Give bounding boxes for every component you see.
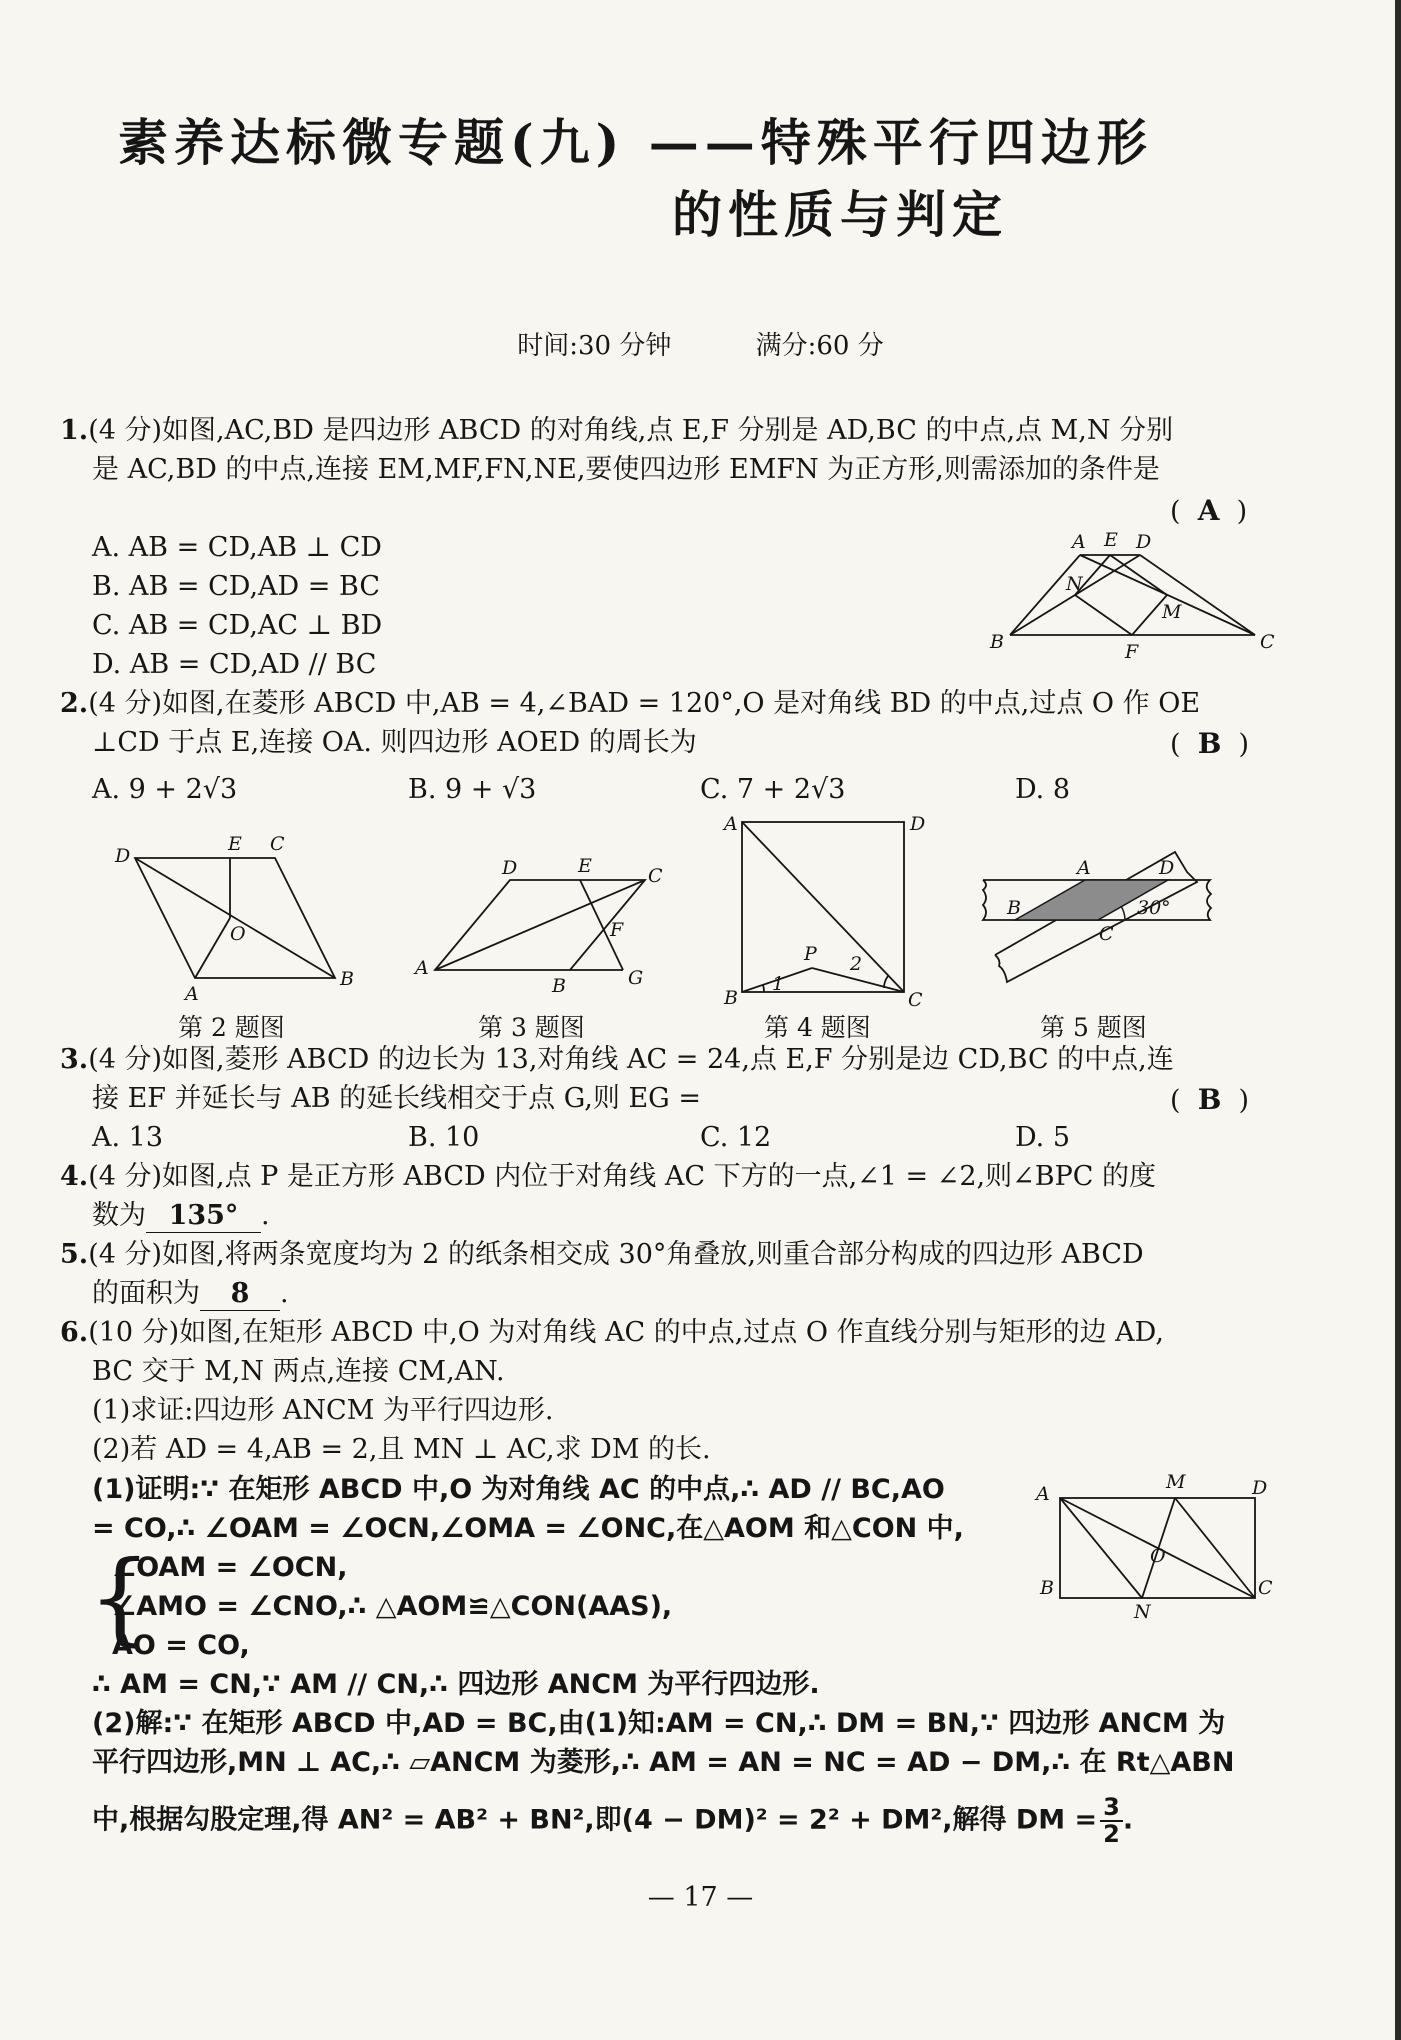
solution-line-4: ∠AMO = ∠CNO,∴ △AOM≌△CON(AAS),	[112, 1591, 673, 1622]
q2-text1: (4 分)如图,在菱形 ABCD 中,AB = 4,∠BAD = 120°,O 是对角线 BD 的中点,过点 O 作 OE	[88, 688, 1201, 719]
figure-4	[712, 808, 942, 1008]
q1-number: 1.	[60, 415, 89, 446]
page-edge	[1395, 0, 1401, 2040]
label-N: N	[1066, 573, 1083, 595]
label-G: G	[628, 967, 644, 989]
q4-answer-blank: 135°	[146, 1200, 261, 1233]
figure-2	[110, 830, 370, 1010]
label-C: C	[1258, 1577, 1273, 1599]
label-C: C	[1260, 631, 1275, 653]
fraction	[1100, 1795, 1123, 1847]
label-B: B	[724, 987, 738, 1008]
q3-text1: (4 分)如图,菱形 ABCD 的边长为 13,对角线 AC = 24,点 E,F 分别是边 CD,BC 的中点,连	[88, 1044, 1174, 1075]
label-D: D	[1252, 1477, 1268, 1499]
q1-option-a: A. AB = CD,AB ⊥ CD	[92, 532, 382, 563]
figure-2-caption: 第 2 题图	[178, 1013, 285, 1042]
solution-line-3: ∠OAM = ∠OCN,	[112, 1552, 348, 1583]
figure-5-caption: 第 5 题图	[1040, 1013, 1147, 1042]
q6-number: 6.	[60, 1317, 89, 1348]
q2-line2: ⊥CD 于点 E,连接 OA. 则四边形 AOED 的周长为	[92, 727, 697, 758]
q2-option-a: A. 9 + 2√3	[92, 774, 238, 805]
label-A: A	[1036, 1483, 1050, 1505]
label-B: B	[552, 975, 566, 997]
solution-line-5: AO = CO,	[112, 1630, 250, 1661]
solution-line-9: 中,根据勾股定理,得 AN² = AB² + BN²,即(4 − DM)² = 2² + DM²,解得 DM = $\frac{3}{2}$ .	[92, 1793, 1134, 1849]
q2-option-d: D. 8	[1015, 774, 1071, 805]
q4-line2: 数为 135° .	[92, 1200, 270, 1233]
label-A: A	[1072, 531, 1086, 553]
solution-text-9: 中,根据勾股定理,得 AN² = AB² + BN²,即(4 − DM)² = 2² + DM²,解得 DM =	[92, 1804, 1098, 1836]
q5-text1: (4 分)如图,将两条宽度均为 2 的纸条相交成 30°角叠放,则重合部分构成的四边形 ABCD	[88, 1239, 1144, 1270]
q1-answer: ( A )	[1170, 494, 1248, 527]
q6-line1	[60, 1317, 1164, 1349]
q2-option-b: B. 9 + √3	[408, 774, 537, 805]
q5-answer-blank: 8	[200, 1278, 280, 1311]
fraction-denominator: 2	[1103, 1820, 1120, 1849]
figure-3-caption: 第 3 题图	[478, 1013, 585, 1042]
fraction-numerator: 3	[1100, 1795, 1123, 1822]
figure-4-caption: 第 4 题图	[764, 1013, 871, 1042]
label-B: B	[1007, 897, 1021, 919]
solution-line-8: 平行四边形,MN ⊥ AC,∴ ▱ANCM 为菱形,∴ AM = AN = NC = AD − DM,∴ 在 Rt△ABN	[92, 1747, 1235, 1778]
q3-option-b: B. 10	[408, 1122, 480, 1153]
label-C: C	[648, 865, 663, 887]
label-P: P	[804, 943, 817, 965]
label-angle-1: 1	[772, 973, 785, 995]
q6-line2: BC 交于 M,N 两点,连接 CM,AN.	[92, 1356, 505, 1387]
q1-line2: 是 AC,BD 的中点,连接 EM,MF,FN,NE,要使四边形 EMFN 为正方形,则需添加的条件是	[92, 454, 1160, 485]
page-number: — 17 —	[647, 1882, 754, 1913]
q1-line1	[60, 415, 1173, 447]
label-E: E	[228, 833, 242, 855]
q1-option-b: B. AB = CD,AD = BC	[92, 571, 380, 602]
q1-figure	[980, 530, 1280, 660]
label-O: O	[230, 923, 246, 945]
label-A: A	[185, 983, 199, 1005]
q3-line1	[60, 1044, 1174, 1076]
q2-option-c: C. 7 + 2√3	[700, 774, 846, 805]
label-O: O	[1150, 1545, 1166, 1567]
label-B: B	[1040, 1577, 1054, 1599]
q3-option-d: D. 5	[1015, 1122, 1071, 1153]
q3-option-a: A. 13	[92, 1122, 164, 1153]
q4-text1: (4 分)如图,点 P 是正方形 ABCD 内位于对角线 AC 下方的一点,∠1 = ∠2,则∠BPC 的度	[88, 1161, 1156, 1192]
brace: {	[88, 1539, 152, 1656]
label-C: C	[1099, 923, 1114, 945]
label-B: B	[990, 631, 1004, 653]
figure-3	[410, 850, 670, 1000]
page-title-line2: 的性质与判定	[672, 185, 1008, 244]
label-E: E	[1104, 530, 1118, 551]
q6-sub2: (2)若 AD = 4,AB = 2,且 MN ⊥ AC,求 DM 的长.	[92, 1434, 711, 1465]
q4-number: 4.	[60, 1161, 89, 1192]
label-angle-30: 30°	[1137, 897, 1171, 919]
q6-sub1: (1)求证:四边形 ANCM 为平行四边形.	[92, 1395, 554, 1426]
label-B: B	[340, 968, 354, 990]
solution-line-6: ∴ AM = CN,∵ AM // CN,∴ 四边形 ANCM 为平行四边形.	[92, 1669, 820, 1700]
q4-line1	[60, 1161, 1156, 1193]
figure-5	[975, 830, 1235, 1000]
label-D: D	[910, 813, 926, 835]
label-angle-2: 2	[850, 953, 863, 975]
full-score: 满分:60 分	[755, 331, 884, 361]
label-D: D	[1159, 857, 1175, 879]
q5-number: 5.	[60, 1239, 89, 1270]
q3-number: 3.	[60, 1044, 89, 1075]
label-D: D	[502, 857, 518, 879]
q3-answer: ( B )	[1170, 1083, 1250, 1116]
q3-option-c: C. 12	[700, 1122, 772, 1153]
exam-meta	[0, 325, 1401, 362]
q2-number: 2.	[60, 688, 89, 719]
q1-option-c: C. AB = CD,AC ⊥ BD	[92, 610, 383, 641]
label-F: F	[1125, 641, 1139, 660]
q1-text1: (4 分)如图,AC,BD 是四边形 ABCD 的对角线,点 E,F 分别是 AD,BC 的中点,点 M,N 分别	[88, 415, 1174, 446]
label-A: A	[415, 957, 429, 979]
solution-line-1: (1)证明:∵ 在矩形 ABCD 中,O 为对角线 AC 的中点,∴ AD // BC,AO	[92, 1474, 945, 1505]
label-N: N	[1134, 1601, 1151, 1620]
label-C: C	[270, 833, 285, 855]
q3-line2: 接 EF 并延长与 AB 的延长线相交于点 G,则 EG =	[92, 1083, 701, 1114]
label-A: A	[724, 813, 738, 835]
label-M: M	[1166, 1471, 1186, 1493]
time-limit: 时间:30 分钟	[517, 331, 672, 361]
q6-text1: (10 分)如图,在矩形 ABCD 中,O 为对角线 AC 的中点,过点 O 作直线分别与矩形的边 AD,	[88, 1317, 1164, 1348]
q5-text2: 的面积为	[92, 1278, 200, 1309]
q1-option-d: D. AB = CD,AD // BC	[92, 649, 377, 680]
solution-line-2: = CO,∴ ∠OAM = ∠OCN,∠OMA = ∠ONC,在△AOM 和△CON 中,	[92, 1513, 964, 1544]
label-F: F	[610, 919, 624, 941]
label-D: D	[1136, 531, 1152, 553]
page-title: 素养达标微专题(九) ——特殊平行四边形	[118, 113, 1153, 172]
label-M: M	[1162, 601, 1182, 623]
q4-text2: 数为	[92, 1200, 146, 1231]
q6-figure	[1030, 1470, 1280, 1620]
q2-line1	[60, 688, 1200, 720]
q2-answer: ( B )	[1170, 727, 1250, 760]
label-A: A	[1077, 857, 1091, 879]
q5-line1	[60, 1239, 1144, 1271]
label-D: D	[115, 845, 131, 867]
solution-line-7: (2)解:∵ 在矩形 ABCD 中,AD = BC,由(1)知:AM = CN,∴ DM = BN,∵ 四边形 ANCM 为	[92, 1708, 1226, 1739]
q5-line2: 的面积为 8 .	[92, 1278, 289, 1311]
label-E: E	[578, 855, 592, 877]
label-C: C	[908, 989, 923, 1008]
